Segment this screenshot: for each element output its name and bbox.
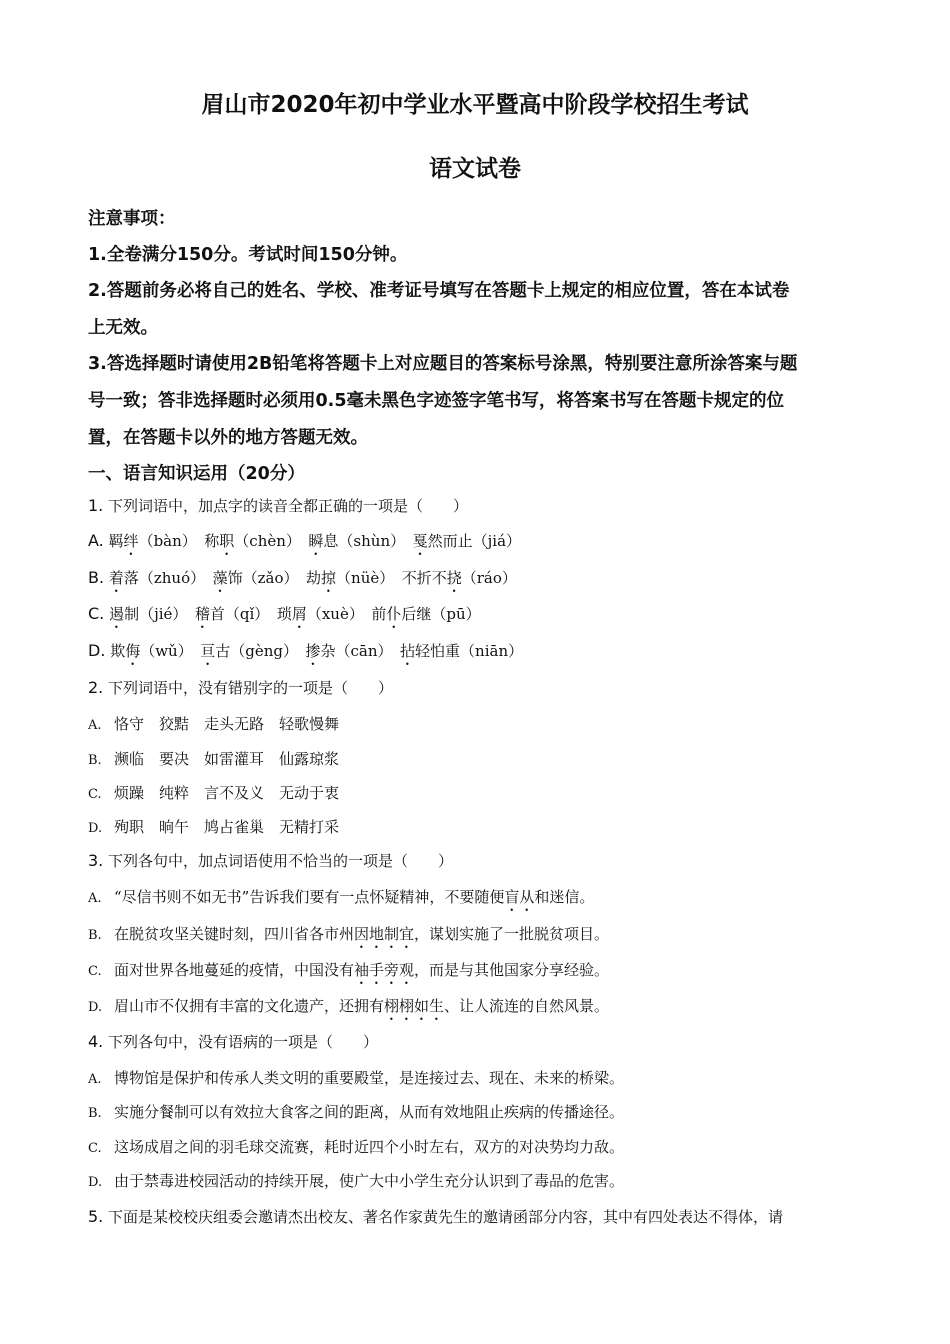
notice-item-3-line-1: 3.答选择题时请使用2B铅笔将答题卡上对应题目的答案标号涂黑，特别要注意所涂答案与题	[88, 354, 798, 374]
option-text: 面对世界各地蔓延的疫情，中国没有	[114, 961, 355, 979]
option-letter: B.	[88, 928, 102, 943]
question-1	[88, 495, 468, 516]
dotted-char: 屑	[291, 605, 307, 623]
option-letter: B.	[88, 753, 102, 768]
q3-option-c	[88, 959, 609, 988]
option-text: 实施分餐制可以有效拉大食客之间的距离，从而有效地阻止疾病的传播途径。	[114, 1103, 625, 1121]
q1-option-a	[88, 530, 521, 559]
notice-item-3-line-3: 置，在答题卡以外的地方答题无效。	[88, 428, 368, 448]
option-text: 在脱贫攻坚关键时刻，四川省各市州	[114, 925, 355, 943]
q1-option-b	[88, 567, 517, 596]
dotted-char: 瞬	[308, 532, 324, 550]
option-text: 、让人流连的自然风景。	[444, 997, 610, 1015]
dotted-phrase: 栩栩如生	[384, 997, 445, 1015]
option-text: （nüè） 不折不	[336, 569, 447, 587]
dotted-char: 绊	[123, 532, 139, 550]
notice-item-1: 1.全卷满分150分。考试时间150分钟。	[88, 245, 408, 265]
question-stem: 下列各句中，加点词语使用不恰当的一项是（ ）	[108, 852, 454, 870]
option-text: 殉职 晌午 鸠占雀巢 无精打采	[114, 818, 340, 836]
option-text: 博物馆是保护和传承人类文明的重要殿堂，是连接过去、现在、未来的桥梁。	[114, 1069, 625, 1087]
q1-option-d	[88, 640, 523, 669]
option-text: 由于禁毒进校园活动的持续开展，使广大中小学生充分认识到了毒品的危害。	[114, 1172, 625, 1190]
question-stem: 下面是某校校庆组委会邀请杰出校友、著名作家黄先生的邀请函部分内容，其中有四处表达不得体，请	[108, 1208, 784, 1226]
dotted-phrase: 盲从	[504, 888, 535, 906]
question-stem: 下列各句中，没有语病的一项是（ ）	[108, 1033, 379, 1051]
option-text: （xuè） 前	[306, 605, 387, 623]
option-text: 后继（pū）	[401, 605, 481, 623]
option-letter: D.	[88, 1000, 103, 1015]
dotted-char: 职	[219, 532, 235, 550]
q2-option-d	[88, 816, 339, 837]
option-text: （ráo）	[461, 569, 517, 587]
option-letter: B.	[88, 1106, 102, 1121]
question-stem: 下列词语中，加点字的读音全都正确的一项是（ ）	[108, 497, 469, 515]
option-letter: D.	[88, 641, 106, 660]
exam-subtitle: 语文试卷	[429, 156, 521, 182]
option-letter: B.	[88, 568, 105, 587]
question-number: 1.	[88, 496, 104, 515]
notice-item-2-line-2: 上无效。	[88, 318, 158, 338]
notice-item-2-line-1: 2.答题前务必将自己的姓名、学校、准考证号填写在答题卡上规定的相应位置，答在本试卷	[88, 281, 790, 301]
q2-option-b	[88, 748, 339, 769]
option-text: 息（shùn）	[323, 532, 413, 550]
question-4	[88, 1031, 378, 1052]
q3-option-a	[88, 886, 594, 915]
option-letter: A.	[88, 1072, 102, 1087]
dotted-char: 掺	[305, 642, 321, 660]
option-text: 饰（zǎo） 劫	[227, 569, 322, 587]
option-letter: A.	[88, 531, 104, 550]
option-letter: D.	[88, 821, 103, 836]
dotted-char: 侮	[125, 642, 141, 660]
option-letter: A.	[88, 718, 102, 733]
option-text: 落（zhuó）	[123, 569, 213, 587]
q4-option-a	[88, 1067, 624, 1088]
option-text: 轻怕重（niān）	[415, 642, 524, 660]
q4-option-b	[88, 1101, 624, 1122]
option-text: ，而是与其他国家分享经验。	[414, 961, 610, 979]
option-text: （wǔ）	[140, 642, 201, 660]
dotted-phrase: 袖手旁观	[354, 961, 415, 979]
dotted-char: 挠	[446, 569, 462, 587]
option-text: 恪守 狡黠 走头无路 轻歌慢舞	[114, 715, 340, 733]
option-text: 眉山市不仅拥有丰富的文化遗产，还拥有	[114, 997, 385, 1015]
dotted-char: 戛	[412, 532, 428, 550]
notice-heading: 注意事项：	[88, 209, 176, 229]
question-number: 2.	[88, 678, 104, 697]
option-letter: A.	[88, 891, 102, 906]
q4-option-c	[88, 1136, 624, 1157]
option-letter: C.	[88, 964, 102, 979]
option-text: 古（gèng）	[215, 642, 306, 660]
option-text: 首（qǐ） 琐	[209, 605, 292, 623]
question-2	[88, 677, 393, 698]
dotted-char: 稽	[194, 605, 210, 623]
dotted-char: 藻	[212, 569, 228, 587]
q2-option-c	[88, 782, 339, 803]
option-text: 这场成眉之间的羽毛球交流赛，耗时近四个小时左右，双方的对决势均力敌。	[114, 1138, 625, 1156]
option-text: 羁	[108, 532, 124, 550]
dotted-char: 掠	[321, 569, 337, 587]
option-text: 制（jié）	[124, 605, 195, 623]
option-text: “尽信书则不如无书”告诉我们要有一点怀疑精神，不要随便	[114, 888, 505, 906]
exam-title: 眉山市2020年初中学业水平暨高中阶段学校招生考试	[201, 92, 749, 118]
option-text: （chèn）	[234, 532, 309, 550]
option-text: 烦躁 纯粹 言不及义 无动于衷	[114, 784, 340, 802]
question-stem: 下列词语中，没有错别字的一项是（ ）	[108, 679, 394, 697]
dotted-char: 亘	[200, 642, 216, 660]
option-letter: D.	[88, 1175, 103, 1190]
question-number: 5.	[88, 1207, 104, 1226]
dotted-char: 拈	[400, 642, 416, 660]
section-heading: 一、语言知识运用（20分）	[88, 464, 305, 484]
option-text: 杂（cān）	[320, 642, 401, 660]
option-letter: C.	[88, 1141, 102, 1156]
option-text: 欺	[110, 642, 126, 660]
q4-option-d	[88, 1170, 624, 1191]
option-letter: C.	[88, 604, 105, 623]
question-3	[88, 850, 453, 871]
q3-option-b	[88, 923, 609, 952]
q3-option-d	[88, 995, 609, 1024]
dotted-char: 仆	[386, 605, 402, 623]
option-text: 和迷信。	[534, 888, 595, 906]
option-text: 然而止（jiá）	[427, 532, 522, 550]
question-5	[88, 1206, 783, 1227]
option-letter: C.	[88, 787, 102, 802]
q1-option-c	[88, 603, 481, 632]
option-text: （bàn） 称	[138, 532, 220, 550]
question-number: 4.	[88, 1032, 104, 1051]
option-text: ，谋划实施了一批脱贫项目。	[414, 925, 610, 943]
dotted-char: 着	[108, 569, 124, 587]
option-text: 濒临 要决 如雷灌耳 仙露琼浆	[114, 750, 340, 768]
notice-item-3-line-2: 号一致；答非选择题时必须用0.5毫未黑色字迹签字笔书写，将答案书写在答题卡规定的位	[88, 391, 784, 411]
question-number: 3.	[88, 851, 104, 870]
dotted-char: 遏	[109, 605, 125, 623]
dotted-phrase: 因地制宜	[354, 925, 415, 943]
q2-option-a	[88, 713, 339, 734]
